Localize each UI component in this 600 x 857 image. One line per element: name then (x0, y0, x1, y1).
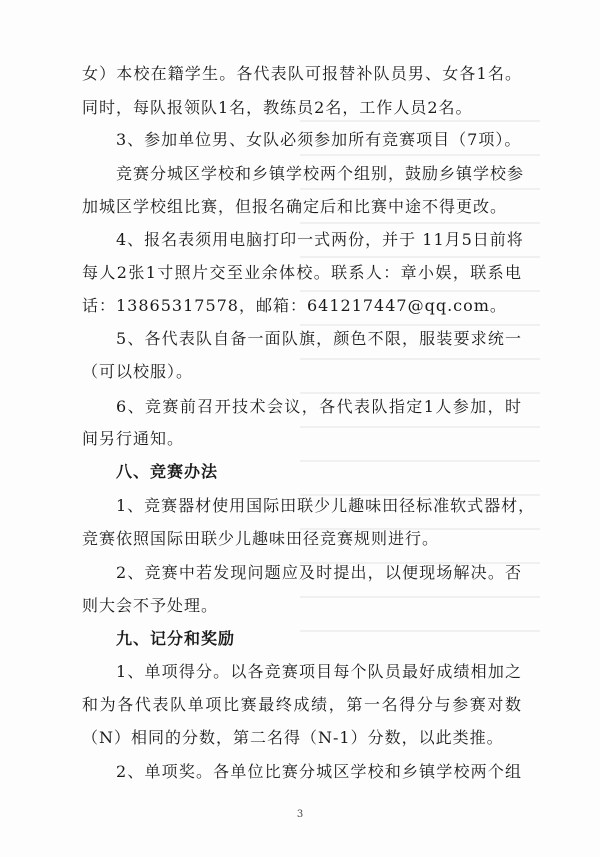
paragraph-line: 每人2张1寸照片交至业余体校。联系人：章小娱，联系电 (82, 263, 522, 282)
paragraph-line: 3、参加单位男、女队必须参加所有竞赛项目（7项）。 (116, 130, 522, 149)
paragraph-line: 2、单项奖。各单位比赛分城区学校和乡镇学校两个组 (116, 762, 522, 781)
page-number: 3 (296, 809, 304, 820)
paragraph-line: 同时，每队报领队1名，教练员2名，工作人员2名。 (82, 98, 473, 117)
paragraph-line: 1、竞赛器材使用国际田联少儿趣味田径标准软式器材， (116, 496, 536, 515)
section-heading: 九、记分和奖励 (116, 629, 236, 648)
paragraph-line: 话：13865317578，邮箱：641217447@qq.com。 (82, 296, 507, 315)
paragraph-line: 4、报名表须用电脑打印一式两份，并于 11月5日前将 (116, 230, 524, 249)
paragraph-line: 5、各代表队自备一面队旗，颜色不限，服装要求统一 (116, 329, 522, 348)
paragraph-line: （N）相同的分数，第二名得（N-1）分数，以此类推。 (82, 728, 504, 747)
paragraph-line: 女）本校在籍学生。各代表队可报替补队员男、女各1名。 (82, 64, 522, 83)
paragraph-line: 2、竞赛中若发现问题应及时提出，以便现场解决。否 (116, 563, 522, 582)
paragraph-line: 间另行通知。 (82, 429, 185, 448)
paragraph-line: 和为各代表队单项比赛最终成绩，第一名得分与参赛对数 (82, 695, 522, 714)
paragraph-line: 则大会不予处理。 (82, 596, 219, 615)
paragraph-line: （可以校服）。 (82, 362, 194, 381)
paragraph-line: 6、竞赛前召开技术会议，各代表队指定1人参加，时 (116, 397, 522, 416)
paragraph-line: 竞赛依照国际田联少儿趣味田径竞赛规则进行。 (82, 529, 440, 548)
section-heading: 八、竞赛办法 (116, 462, 219, 481)
paragraph-line: 竞赛分城区学校和乡镇学校两个组别，鼓励乡镇学校参 (116, 164, 525, 183)
paragraph-line: 1、单项得分。以各竞赛项目每个队员最好成绩相加之 (116, 662, 522, 681)
paragraph-line: 加城区学校组比赛，但报名确定后和比赛中途不得更改。 (82, 197, 508, 216)
